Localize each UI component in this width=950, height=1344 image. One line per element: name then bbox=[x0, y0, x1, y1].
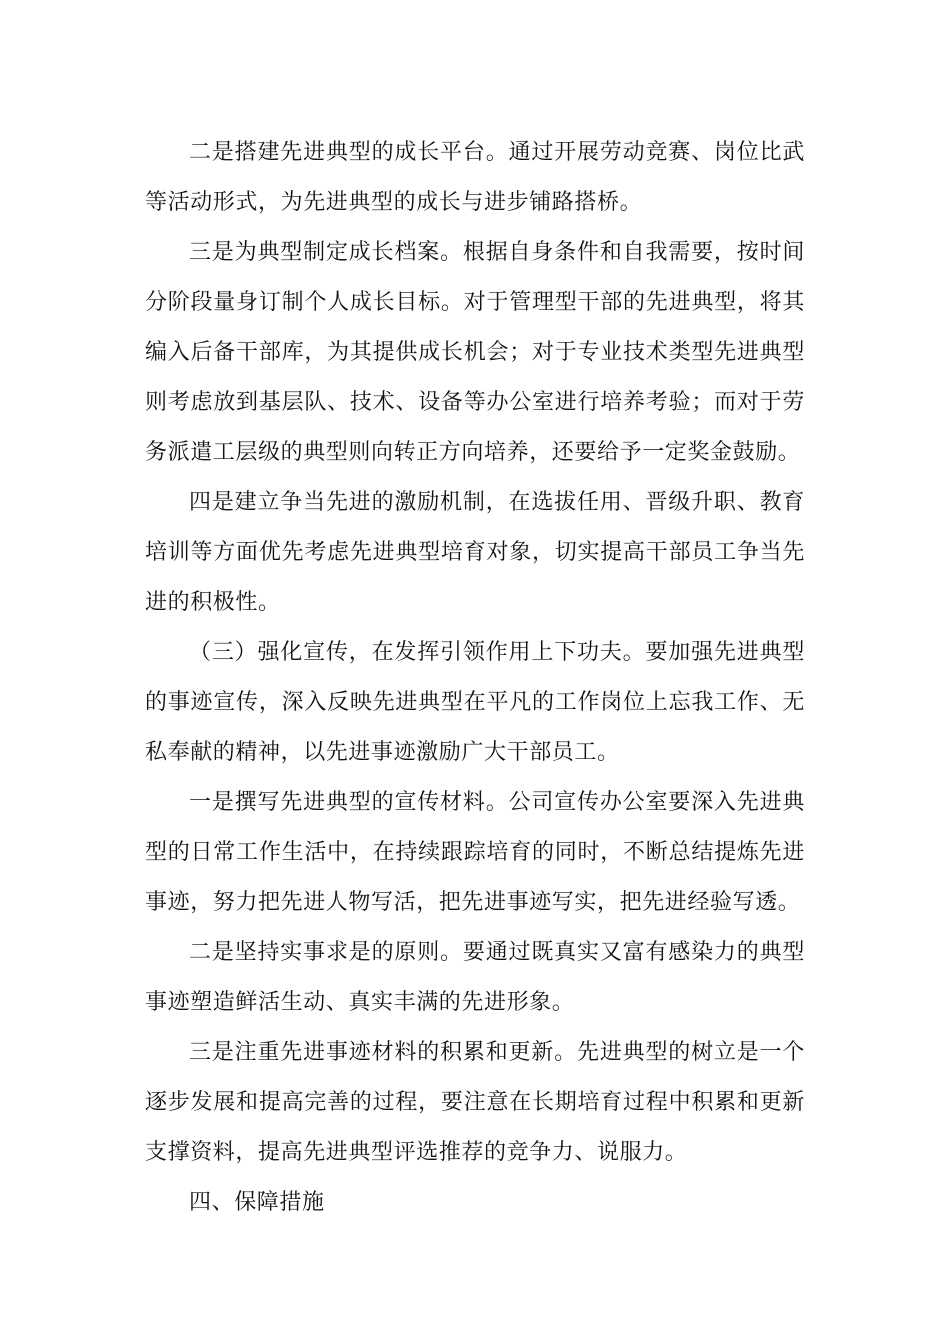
paragraph-accumulate-update: 三是注重先进事迹材料的积累和更新。先进典型的树立是一个逐步发展和提高完善的过程，要注意在长期培育过程中积累和更新支撑资料，提高先进典型评选推荐的竞争力、说服力。 bbox=[145, 1040, 805, 1165]
paragraph-growth-archive: 三是为典型制定成长档案。根据自身条件和自我需要，按时间分阶段量身订制个人成长目标。对于管理型干部的先进典型，将其编入后备干部库，为其提供成长机会；对于专业技术类型先进典型则考虑放到基层队、技术、设备等办公室进行培养考验；而对于劳务派遣工层级的典型则向转正方向培养，还要给予一定奖金鼓励。 bbox=[145, 240, 805, 465]
paragraph-incentive-mechanism: 四是建立争当先进的激励机制，在选拔任用、晋级升职、教育培训等方面优先考虑先进典型培育对象，切实提高干部员工争当先进的积极性。 bbox=[145, 490, 805, 615]
paragraph-seek-truth: 二是坚持实事求是的原则。要通过既真实又富有感染力的典型事迹塑造鲜活生动、真实丰满的先进形象。 bbox=[145, 940, 805, 1015]
paragraph-publicity-materials: 一是撰写先进典型的宣传材料。公司宣传办公室要深入先进典型的日常工作生活中，在持续跟踪培育的同时，不断总结提炼先进事迹，努力把先进人物写活，把先进事迹写实，把先进经验写透。 bbox=[145, 790, 805, 915]
paragraph-growth-platform: 二是搭建先进典型的成长平台。通过开展劳动竞赛、岗位比武等活动形式，为先进典型的成长与进步铺路搭桥。 bbox=[145, 140, 805, 215]
section-heading-safeguards: 四、保障措施 bbox=[189, 1190, 325, 1215]
paragraph-strengthen-publicity: （三）强化宣传，在发挥引领作用上下功夫。要加强先进典型的事迹宣传，深入反映先进典型在平凡的工作岗位上忘我工作、无私奉献的精神，以先进事迹激励广大干部员工。 bbox=[145, 640, 805, 765]
document-body bbox=[145, 128, 805, 1228]
